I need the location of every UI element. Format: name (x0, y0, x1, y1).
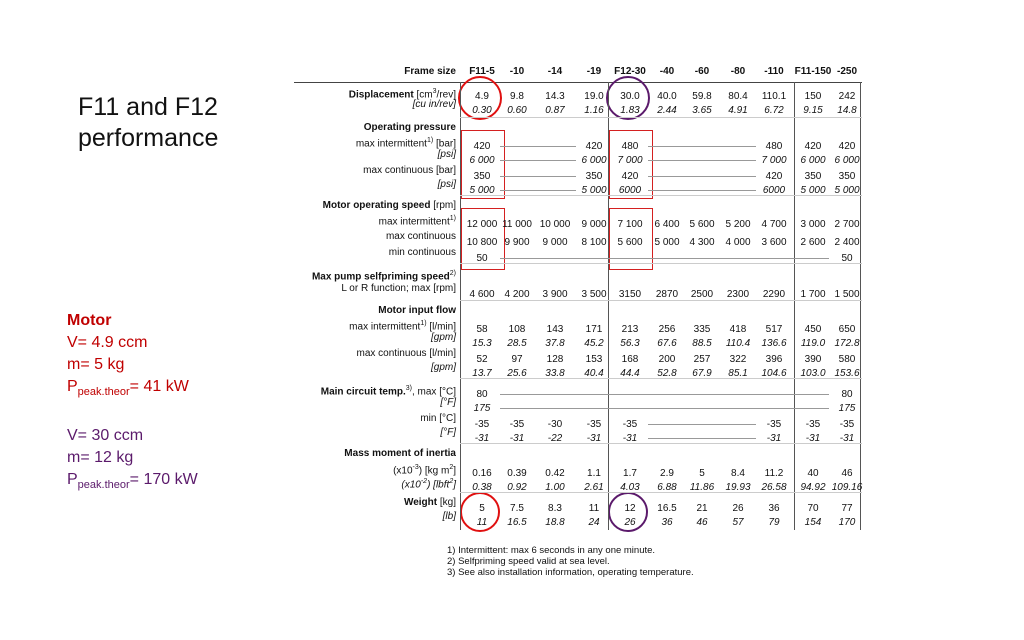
table-cell: 5 600 (617, 237, 643, 248)
range-line (648, 176, 756, 177)
table-cell: 4 200 (504, 289, 530, 300)
table-cell: 170 (838, 517, 856, 528)
table-cell: 3 900 (542, 289, 568, 300)
table-cell: 25.6 (507, 368, 527, 379)
table-cell: 40 (807, 468, 819, 479)
table-cell: 0.38 (472, 482, 492, 493)
label-text: max intermittent (378, 216, 450, 228)
power-subscript: peak.theor (77, 386, 130, 399)
row-divider (460, 263, 862, 264)
table-cell: 420 (804, 141, 822, 152)
table-cell: -31 (766, 433, 782, 444)
table-cell: 4.03 (620, 482, 640, 493)
table-cell: 153 (585, 354, 603, 365)
table-cell: 108 (508, 324, 526, 335)
column-header: -14 (547, 66, 563, 77)
table-cell: 5 (479, 503, 485, 514)
power-symbol: P (67, 378, 78, 395)
table-cell: 19.93 (725, 482, 751, 493)
slide-title (78, 92, 218, 154)
table-cell: 6000 (762, 185, 786, 196)
motor-b-volume: V= 30 ccm (67, 427, 144, 445)
temp-label (321, 382, 456, 398)
table-cell: 5 000 (581, 185, 607, 196)
table-cell: 97 (511, 354, 523, 365)
table-cell: 0.30 (472, 105, 492, 116)
table-cell: 16.5 (507, 517, 527, 528)
row-label: [°F] (440, 427, 456, 438)
table-cell: 88.5 (692, 338, 712, 349)
table-cell: 12 000 (466, 219, 498, 230)
footnote-3: 3) See also installation information, operating temperature. (447, 567, 694, 578)
range-line (648, 190, 756, 191)
footnotes (447, 545, 694, 578)
table-cell: 9.8 (510, 91, 524, 102)
table-cell: 5 200 (725, 219, 751, 230)
table-cell: 19.0 (584, 91, 604, 102)
operating-pressure-label: Operating pressure (363, 122, 456, 133)
table-cell: 59.8 (692, 91, 712, 102)
table-cell: 1.7 (623, 468, 637, 479)
table-cell: 335 (693, 324, 711, 335)
column-header: -40 (659, 66, 675, 77)
table-cell: 136.6 (761, 338, 787, 349)
range-line (648, 438, 756, 439)
table-cell: 80 (841, 389, 853, 400)
table-cell: -35 (586, 419, 602, 430)
table-cell: 1 700 (800, 289, 826, 300)
table-cell: 7.5 (510, 503, 524, 514)
table-cell: 480 (621, 141, 639, 152)
column-header: -110 (764, 66, 784, 77)
table-cell: 1.1 (587, 468, 601, 479)
header-rule (294, 82, 862, 83)
table-cell: 40.0 (657, 91, 677, 102)
table-cell: 4.9 (475, 91, 489, 102)
table-cell: -35 (622, 419, 638, 430)
table-cell: 420 (473, 141, 491, 152)
row-label: [cu in/rev] (412, 99, 456, 110)
table-cell: -30 (547, 419, 563, 430)
table-cell: 257 (693, 354, 711, 365)
unit: [rpm] (433, 200, 456, 211)
label-text: ) [lbft (427, 479, 450, 491)
label-text: (x10 (393, 465, 413, 477)
table-cell: 79 (768, 517, 780, 528)
motor-summary (67, 310, 198, 496)
table-cell: -35 (509, 419, 525, 430)
table-cell: 143 (546, 324, 564, 335)
title-line-1: F11 and F12 (78, 93, 218, 121)
row-label: [°F] (440, 397, 456, 408)
range-line (500, 146, 576, 147)
table-cell: 26 (732, 503, 744, 514)
table-cell: -35 (766, 419, 782, 430)
table-cell: 9 000 (581, 219, 607, 230)
footnote-ref: 2) (449, 270, 456, 277)
table-cell: 1.16 (584, 105, 604, 116)
power-value: = 170 kW (129, 471, 198, 489)
footnote-1: 1) Intermittent: max 6 seconds in any one minute. (447, 545, 656, 556)
table-cell: -31 (509, 433, 525, 444)
table-cell: 5 000 (800, 185, 826, 196)
table-cell: 418 (729, 324, 747, 335)
table-cell: 6000 (618, 185, 642, 196)
table-cell: 44.4 (620, 368, 640, 379)
table-cell: 30.0 (620, 91, 640, 102)
table-cell: 10 000 (539, 219, 571, 230)
table-cell: 36 (768, 503, 780, 514)
table-cell: 390 (804, 354, 822, 365)
unit: [kg] (437, 497, 456, 508)
motor-b-power (67, 469, 198, 496)
performance-table (294, 64, 868, 530)
table-cell: 7 100 (617, 219, 643, 230)
range-line (648, 424, 756, 425)
table-cell: 3 600 (761, 237, 787, 248)
table-cell: 94.92 (800, 482, 826, 493)
table-cell: 350 (585, 171, 603, 182)
table-cell: 67.9 (692, 368, 712, 379)
table-cell: 3 000 (800, 219, 826, 230)
table-cell: -31 (839, 433, 855, 444)
table-cell: 110.1 (761, 91, 787, 102)
table-cell: 11 000 (502, 219, 532, 230)
range-line (500, 190, 576, 191)
unit: /rev] (436, 89, 456, 101)
unit: [cm (416, 89, 433, 101)
table-cell: 46 (696, 517, 708, 528)
column-header: -80 (730, 66, 746, 77)
table-cell: -35 (805, 419, 821, 430)
table-cell: 517 (765, 324, 783, 335)
table-cell: 450 (804, 324, 822, 335)
motor-a-power (67, 376, 198, 403)
table-cell: 56.3 (620, 338, 640, 349)
label-sup: 2 (449, 464, 454, 471)
table-cell: 50 (841, 253, 853, 264)
table-cell: 103.0 (800, 368, 826, 379)
table-cell: 8 100 (581, 237, 607, 248)
footnote-ref: 3) (405, 385, 412, 392)
label-text: max intermittent (355, 138, 427, 150)
table-cell: 172.8 (834, 338, 860, 349)
table-cell: 80 (476, 389, 488, 400)
table-cell: 46 (841, 468, 853, 479)
row-label: L or R function; max [rpm] (341, 283, 456, 294)
label-text: (x10 (401, 479, 421, 491)
label-sup: -2 (420, 478, 428, 485)
table-cell: 4.91 (728, 105, 748, 116)
table-cell: 420 (621, 171, 639, 182)
table-cell: 213 (621, 324, 639, 335)
column-header: -10 (509, 66, 525, 77)
table-cell: 480 (765, 141, 783, 152)
table-cell: 420 (838, 141, 856, 152)
table-cell: 40.4 (584, 368, 604, 379)
footnote-ref: 1) (449, 215, 456, 222)
row-label (379, 212, 456, 228)
table-cell: 80.4 (728, 91, 748, 102)
table-cell: 26 (624, 517, 636, 528)
table-cell: 2 400 (834, 237, 860, 248)
column-header: F11-150 (794, 66, 832, 77)
footnote-ref: 1) (426, 137, 434, 144)
table-cell: 3 500 (581, 289, 607, 300)
label-text: max intermittent (349, 321, 421, 333)
table-cell: 4 600 (469, 289, 495, 300)
mass-moment-label: Mass moment of inertia (344, 448, 456, 459)
table-cell: 350 (804, 171, 822, 182)
table-cell: 2300 (726, 289, 750, 300)
table-cell: 396 (765, 354, 783, 365)
table-cell: 6 000 (800, 155, 826, 166)
table-cell: 110.4 (725, 338, 751, 349)
column-header: F11-5 (469, 66, 495, 77)
motor-heading: Motor (67, 312, 112, 329)
row-label: [gpm] (430, 332, 456, 343)
table-cell: 37.8 (545, 338, 565, 349)
table-cell: 15.3 (472, 338, 492, 349)
section-title: Motor operating speed (322, 200, 431, 211)
table-cell: 420 (585, 141, 603, 152)
table-cell: 2.44 (657, 105, 677, 116)
table-cell: 10 800 (466, 237, 498, 248)
column-header: F12-30 (614, 66, 646, 77)
table-cell: 6 000 (469, 155, 495, 166)
table-cell: 14.8 (837, 105, 857, 116)
row-label: max continuous [l/min] (356, 348, 456, 359)
table-cell: 70 (807, 503, 819, 514)
table-cell: 1.00 (545, 482, 565, 493)
column-header: -250 (836, 66, 857, 77)
table-cell: 28.5 (507, 338, 527, 349)
table-cell: 5 000 (654, 237, 680, 248)
table-cell: 175 (838, 403, 856, 414)
range-line (500, 160, 576, 161)
table-cell: 9.15 (803, 105, 823, 116)
table-cell: 50 (476, 253, 488, 264)
table-cell: 57 (732, 517, 744, 528)
table-cell: 5 600 (689, 219, 715, 230)
column-divider (460, 82, 461, 530)
table-cell: -31 (622, 433, 638, 444)
unit: [bar] (435, 138, 456, 150)
column-header: -19 (586, 66, 602, 77)
table-cell: 2500 (690, 289, 714, 300)
table-cell: 175 (473, 403, 491, 414)
table-cell: 6.72 (764, 105, 784, 116)
table-cell: 242 (838, 91, 856, 102)
table-cell: 11.2 (764, 468, 784, 479)
table-cell: 4 700 (761, 219, 787, 230)
unit-sup: 3 (432, 88, 437, 95)
table-cell: 33.8 (545, 368, 565, 379)
table-cell: 154 (804, 517, 822, 528)
table-cell: 12 (624, 503, 636, 514)
table-cell: 1.83 (620, 105, 640, 116)
row-label: [psi] (437, 149, 456, 160)
row-divider (460, 117, 862, 118)
section-title: Max pump selfpriming speed (311, 271, 450, 283)
table-cell: 0.42 (545, 468, 565, 479)
table-cell: 13.7 (472, 368, 492, 379)
range-line (500, 258, 829, 259)
table-cell: 52.8 (657, 368, 677, 379)
footnote-2: 2) Selfpriming speed valid at sea level. (447, 556, 610, 567)
table-cell: 45.2 (584, 338, 604, 349)
table-cell: 77 (841, 503, 853, 514)
table-cell: 104.6 (761, 368, 787, 379)
label-text: ] (453, 465, 456, 477)
table-cell: 350 (473, 171, 491, 182)
motor-speed-label (323, 199, 456, 212)
table-cell: 256 (658, 324, 676, 335)
row-label (401, 475, 456, 491)
label-sup: 2 (449, 478, 454, 485)
row-label: min [°C] (420, 413, 456, 424)
table-cell: 2.9 (660, 468, 674, 479)
table-cell: 350 (838, 171, 856, 182)
table-cell: 2870 (655, 289, 679, 300)
table-cell: 85.1 (728, 368, 748, 379)
max-pump-label (312, 267, 456, 283)
table-cell: 2290 (762, 289, 786, 300)
unit: [l/min] (429, 321, 456, 333)
motor-b-mass: m= 12 kg (67, 449, 134, 467)
motor-a-mass: m= 5 kg (67, 356, 125, 373)
motor-a-volume: V= 4.9 ccm (67, 334, 148, 351)
table-cell: 11 (588, 503, 600, 514)
weight-label (404, 496, 456, 509)
table-cell: 109.16 (831, 482, 863, 493)
range-line (648, 160, 756, 161)
power-subscript: peak.theor (77, 479, 130, 492)
table-cell: 5 (699, 468, 705, 479)
table-cell: 322 (729, 354, 747, 365)
power-symbol: P (67, 471, 78, 489)
table-cell: 580 (838, 354, 856, 365)
table-cell: 21 (696, 503, 708, 514)
range-line (500, 176, 576, 177)
table-cell: 16.5 (657, 503, 677, 514)
table-cell: 9 000 (542, 237, 568, 248)
range-line (500, 408, 829, 409)
title-line-2: performance (78, 124, 219, 152)
table-cell: 5 000 (834, 185, 860, 196)
table-cell: 8.3 (548, 503, 562, 514)
row-label: min continuous (388, 247, 456, 258)
table-cell: 11 (476, 517, 488, 528)
power-value: = 41 kW (129, 378, 189, 395)
table-cell: 24 (588, 517, 600, 528)
table-cell: -35 (839, 419, 855, 430)
table-cell: 58 (476, 324, 488, 335)
table-cell: 4 000 (725, 237, 751, 248)
table-cell: -22 (547, 433, 563, 444)
table-cell: 119.0 (800, 338, 826, 349)
table-cell: 11.86 (689, 482, 715, 493)
frame-size-label: Frame size (404, 66, 456, 77)
column-header: -60 (694, 66, 710, 77)
table-cell: 6 000 (581, 155, 607, 166)
row-label: max continuous (385, 231, 456, 242)
table-cell: 150 (804, 91, 822, 102)
table-cell: 171 (585, 324, 603, 335)
table-cell: -31 (586, 433, 602, 444)
footnote-ref: 1) (420, 320, 427, 327)
table-cell: 5 000 (469, 185, 495, 196)
table-cell: 8.4 (731, 468, 745, 479)
table-cell: 200 (658, 354, 676, 365)
table-cell: 36 (661, 517, 673, 528)
table-cell: 9 900 (504, 237, 530, 248)
table-cell: 0.60 (507, 105, 527, 116)
section-title: Main circuit temp. (320, 386, 406, 398)
table-cell: 3.65 (692, 105, 712, 116)
table-cell: 0.39 (507, 468, 527, 479)
table-cell: 26.58 (761, 482, 787, 493)
table-cell: 14.3 (545, 91, 565, 102)
range-line (648, 146, 756, 147)
table-cell: 2.61 (584, 482, 604, 493)
table-cell: 6 400 (654, 219, 680, 230)
table-cell: 128 (546, 354, 564, 365)
section-title: Weight (403, 497, 438, 508)
label-text: ) [kg m (418, 465, 450, 477)
table-cell: -35 (474, 419, 490, 430)
row-label: max continuous [bar] (363, 165, 456, 176)
table-cell: 6 000 (834, 155, 860, 166)
table-cell: 18.8 (545, 517, 565, 528)
table-cell: 7 000 (617, 155, 643, 166)
table-cell: 650 (838, 324, 856, 335)
table-cell: 2 600 (800, 237, 826, 248)
table-cell: 3150 (618, 289, 642, 300)
table-cell: 6.88 (657, 482, 677, 493)
displacement-title: Displacement (348, 89, 414, 101)
motor-flow-label: Motor input flow (378, 305, 456, 316)
table-cell: 168 (621, 354, 639, 365)
unit: , max [°C] (411, 386, 456, 398)
label-sup: -3 (412, 464, 419, 471)
row-label: [gpm] (430, 362, 456, 373)
table-cell: 7 000 (761, 155, 787, 166)
table-cell: 153.6 (834, 368, 860, 379)
table-cell: 0.16 (472, 468, 492, 479)
table-cell: 67.6 (657, 338, 677, 349)
table-cell: 420 (765, 171, 783, 182)
table-cell: 0.92 (507, 482, 527, 493)
table-cell: 0.87 (545, 105, 565, 116)
table-cell: 52 (476, 354, 488, 365)
table-cell: -31 (805, 433, 821, 444)
row-label: [psi] (437, 179, 456, 190)
table-cell: 4 300 (689, 237, 715, 248)
table-cell: -31 (474, 433, 490, 444)
table-cell: 2 700 (834, 219, 860, 230)
row-label: [lb] (442, 511, 456, 522)
label-text: ] (453, 479, 456, 491)
table-cell: 1 500 (834, 289, 860, 300)
range-line (500, 394, 829, 395)
